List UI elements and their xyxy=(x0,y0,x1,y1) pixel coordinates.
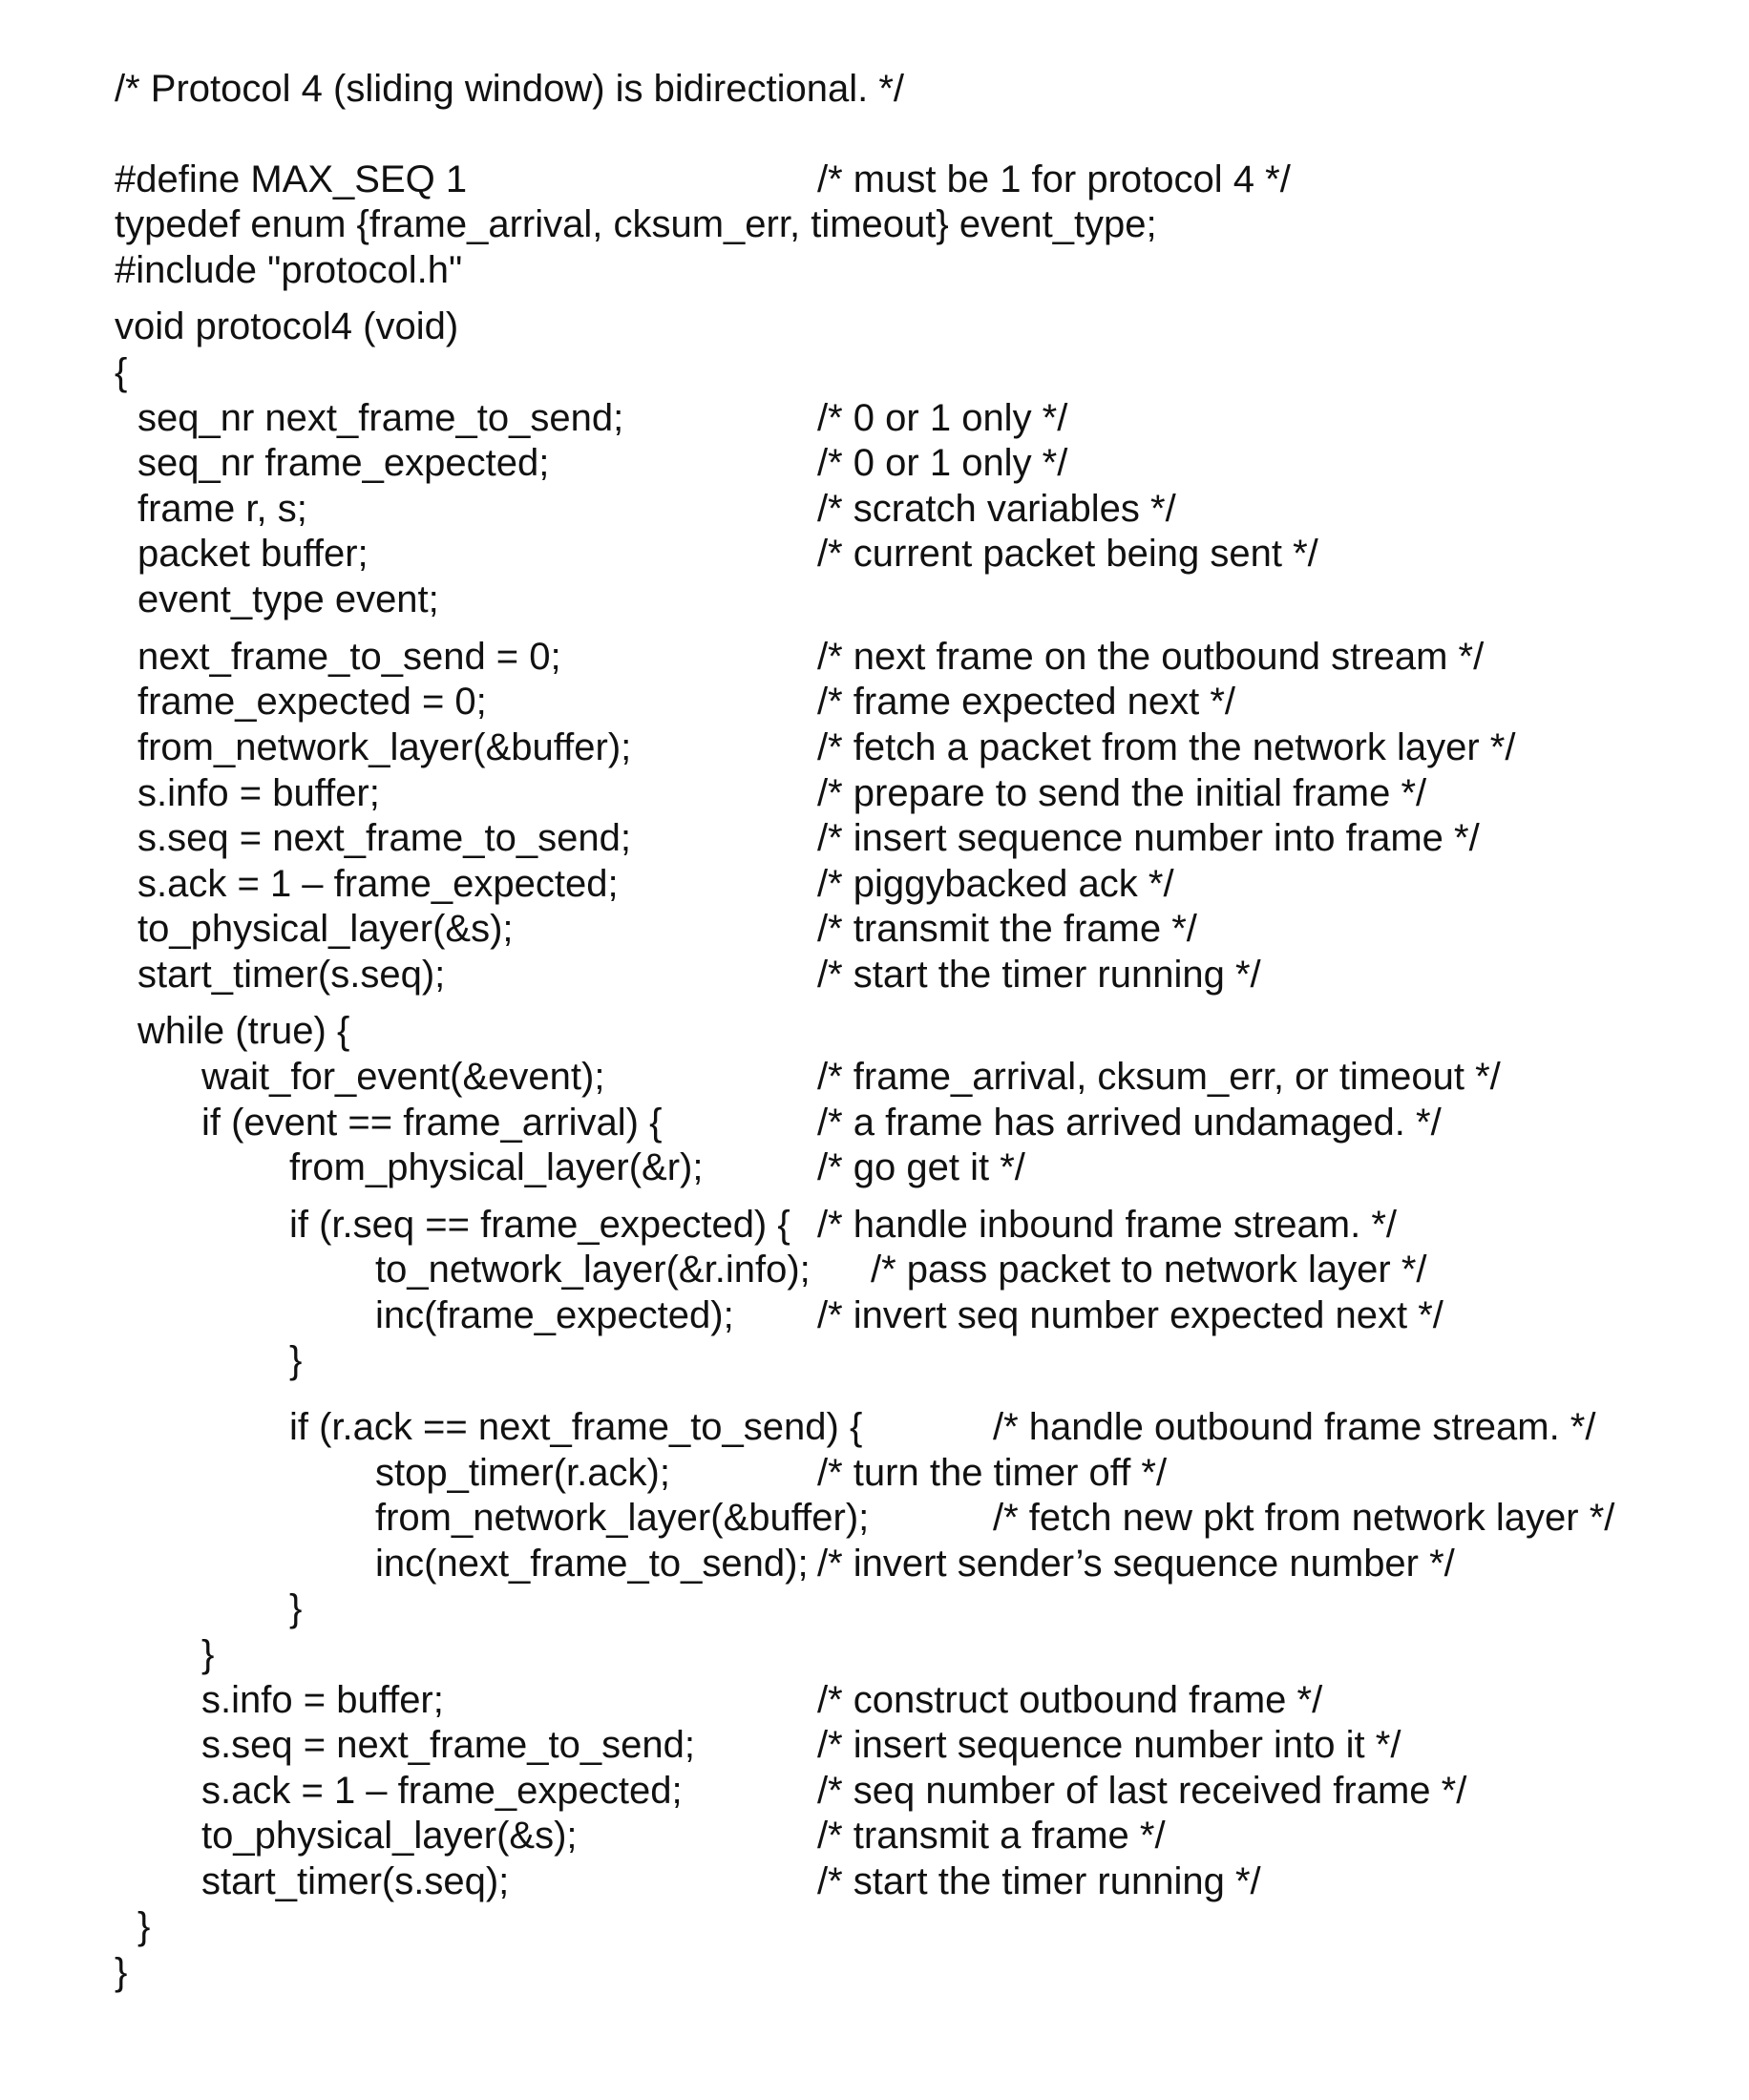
code-comment: /* piggybacked ack */ xyxy=(817,863,1174,905)
code-line: s.info = buffer; xyxy=(201,1679,444,1721)
code-line: { xyxy=(115,351,128,393)
listing-header-comment: /* Protocol 4 (sliding window) is bidirectional. */ xyxy=(115,68,905,110)
code-comment: /* fetch new pkt from network layer */ xyxy=(993,1497,1615,1539)
code-comment: /* construct outbound frame */ xyxy=(817,1679,1323,1721)
code-comment: /* scratch variables */ xyxy=(817,488,1176,530)
code-comment: /* insert sequence number into frame */ xyxy=(817,817,1480,859)
code-line: #include "protocol.h" xyxy=(115,249,463,291)
code-line: s.ack = 1 – frame_expected; xyxy=(137,863,619,905)
code-comment: /* transmit the frame */ xyxy=(817,908,1197,950)
code-line: frame_expected = 0; xyxy=(137,681,487,723)
code-comment: /* prepare to send the initial frame */ xyxy=(817,772,1427,814)
code-comment: /* a frame has arrived undamaged. */ xyxy=(817,1102,1442,1144)
code-line: seq_nr frame_expected; xyxy=(137,442,550,484)
code-line: start_timer(s.seq); xyxy=(201,1860,510,1902)
code-line: packet buffer; xyxy=(137,533,369,575)
code-line: frame r, s; xyxy=(137,488,307,530)
code-comment: /* next frame on the outbound stream */ xyxy=(817,636,1485,678)
code-line: inc(next_frame_to_send); xyxy=(375,1543,809,1585)
code-line: typedef enum {frame_arrival, cksum_err, timeout} event_type; xyxy=(115,203,1157,245)
code-comment: /* turn the timer off */ xyxy=(817,1452,1168,1494)
code-line: from_network_layer(&buffer); xyxy=(375,1497,870,1539)
code-line: } xyxy=(289,1587,303,1629)
code-line: s.seq = next_frame_to_send; xyxy=(137,817,631,859)
code-comment: /* transmit a frame */ xyxy=(817,1815,1166,1857)
code-comment: /* must be 1 for protocol 4 */ xyxy=(817,158,1291,200)
code-comment: /* invert sender’s sequence number */ xyxy=(817,1543,1455,1585)
code-comment: /* fetch a packet from the network layer */ xyxy=(817,726,1516,768)
code-comment: /* 0 or 1 only */ xyxy=(817,442,1068,484)
code-line: to_physical_layer(&s); xyxy=(137,908,514,950)
code-line: event_type event; xyxy=(137,578,439,620)
code-line: s.ack = 1 – frame_expected; xyxy=(201,1770,683,1812)
code-comment: /* seq number of last received frame */ xyxy=(817,1770,1467,1812)
code-comment: /* go get it */ xyxy=(817,1146,1025,1188)
code-comment: /* invert seq number expected next */ xyxy=(817,1294,1443,1336)
code-line: to_physical_layer(&s); xyxy=(201,1815,578,1857)
code-line: #define MAX_SEQ 1 xyxy=(115,158,468,200)
code-line: to_network_layer(&r.info); xyxy=(375,1249,811,1291)
code-line: if (event == frame_arrival) { xyxy=(201,1102,663,1144)
code-line: } xyxy=(289,1339,303,1381)
code-line: while (true) { xyxy=(137,1010,350,1052)
code-line: from_physical_layer(&r); xyxy=(289,1146,704,1188)
code-line: next_frame_to_send = 0; xyxy=(137,636,561,678)
code-line: void protocol4 (void) xyxy=(115,305,459,347)
code-comment: /* current packet being sent */ xyxy=(817,533,1318,575)
code-line: stop_timer(r.ack); xyxy=(375,1452,670,1494)
code-line: seq_nr next_frame_to_send; xyxy=(137,397,624,439)
code-line: } xyxy=(137,1905,151,1947)
code-line: from_network_layer(&buffer); xyxy=(137,726,632,768)
code-line: wait_for_event(&event); xyxy=(201,1056,605,1098)
code-line: start_timer(s.seq); xyxy=(137,954,446,996)
code-comment: /* frame_arrival, cksum_err, or timeout */ xyxy=(817,1056,1501,1098)
code-line: } xyxy=(201,1633,215,1675)
code-line: } xyxy=(115,1951,128,1993)
code-line: s.seq = next_frame_to_send; xyxy=(201,1724,695,1766)
code-comment: /* pass packet to network layer */ xyxy=(871,1249,1427,1291)
code-comment: /* 0 or 1 only */ xyxy=(817,397,1068,439)
code-line: inc(frame_expected); xyxy=(375,1294,734,1336)
code-comment: /* start the timer running */ xyxy=(817,1860,1261,1902)
code-comment: /* frame expected next */ xyxy=(817,681,1236,723)
code-comment: /* insert sequence number into it */ xyxy=(817,1724,1401,1766)
code-line: if (r.seq == frame_expected) { xyxy=(289,1204,790,1246)
code-line: s.info = buffer; xyxy=(137,772,380,814)
code-line: if (r.ack == next_frame_to_send) { xyxy=(289,1406,863,1448)
code-comment: /* start the timer running */ xyxy=(817,954,1261,996)
code-comment: /* handle inbound frame stream. */ xyxy=(817,1204,1398,1246)
code-comment: /* handle outbound frame stream. */ xyxy=(993,1406,1596,1448)
